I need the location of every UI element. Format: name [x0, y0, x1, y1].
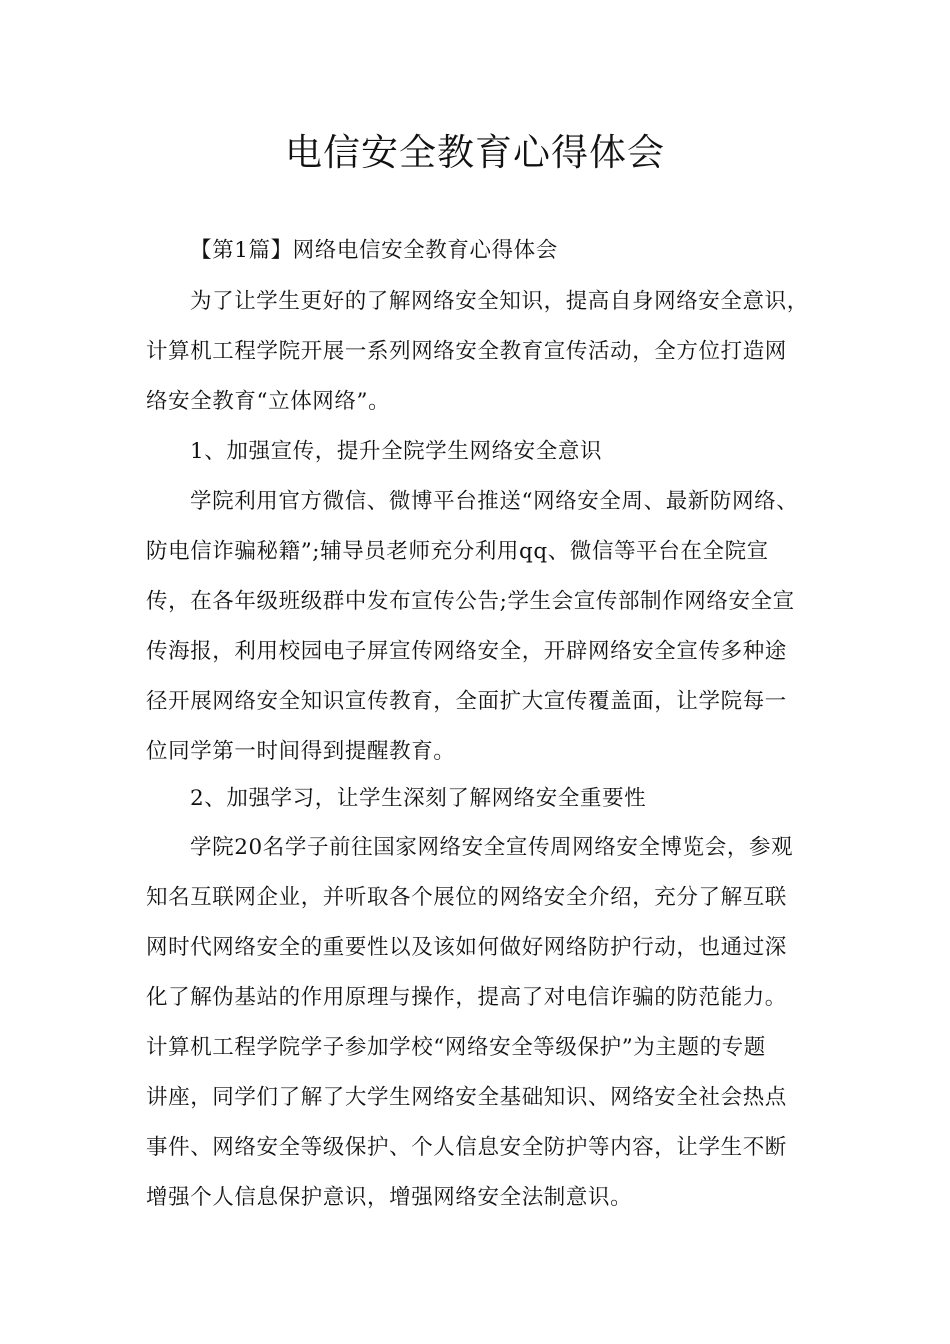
paragraph-1-line-2: 计算机工程学院开展一系列网络安全教育宣传活动，全方位打造网 — [146, 339, 787, 364]
document-title: 电信安全教育心得体会 — [285, 131, 665, 174]
paragraph-3-line-2: 知名互联网企业，并听取各个展位的网络安全介绍，充分了解互联 — [146, 885, 787, 910]
paragraph-1-line-3: 络安全教育“立体网络”。 — [146, 389, 391, 414]
paragraph-3-line-7: 事件、网络安全等级保护、个人信息安全防护等内容，让学生不断 — [146, 1135, 787, 1160]
paragraph-2-line-3: 传，在各年级班级群中发布宣传公告;学生会宣传部制作网络安全宣 — [146, 589, 795, 614]
paragraph-2-line-2: 防电信诈骗秘籍”;辅导员老师充分利用qq、微信等平台在全院宣 — [146, 539, 769, 564]
section-heading-2: 2、加强学习，让学生深刻了解网络安全重要性 — [190, 786, 647, 811]
article-heading: 【第1篇】网络电信安全教育心得体会 — [190, 238, 558, 263]
paragraph-2-line-5: 径开展网络安全知识宣传教育，全面扩大宣传覆盖面，让学院每一 — [146, 689, 787, 714]
paragraph-3-line-4: 化了解伪基站的作用原理与操作，提高了对电信诈骗的防范能力。 — [146, 985, 787, 1010]
paragraph-2-line-4: 传海报，利用校园电子屏宣传网络安全，开辟网络安全宣传多种途 — [146, 639, 787, 664]
section-heading-1: 1、加强宣传，提升全院学生网络安全意识 — [190, 439, 603, 464]
paragraph-3-line-5: 计算机工程学院学子参加学校“网络安全等级保护”为主题的专题 — [146, 1035, 766, 1060]
paragraph-3-line-8: 增强个人信息保护意识，增强网络安全法制意识。 — [146, 1185, 633, 1210]
paragraph-2-line-1: 学院利用官方微信、微博平台推送“网络安全周、最新防网络、 — [190, 489, 799, 514]
paragraph-2-line-6: 位同学第一时间得到提醒教育。 — [146, 739, 456, 764]
paragraph-3-line-6: 讲座，同学们了解了大学生网络安全基础知识、网络安全社会热点 — [146, 1085, 787, 1110]
paragraph-3-line-3: 网时代网络安全的重要性以及该如何做好网络防护行动，也通过深 — [146, 935, 787, 960]
paragraph-3-line-1: 学院20名学子前往国家网络安全宣传周网络安全博览会，参观 — [190, 835, 794, 860]
paragraph-1-line-1: 为了让学生更好的了解网络安全知识，提高自身网络安全意识， — [190, 289, 809, 314]
